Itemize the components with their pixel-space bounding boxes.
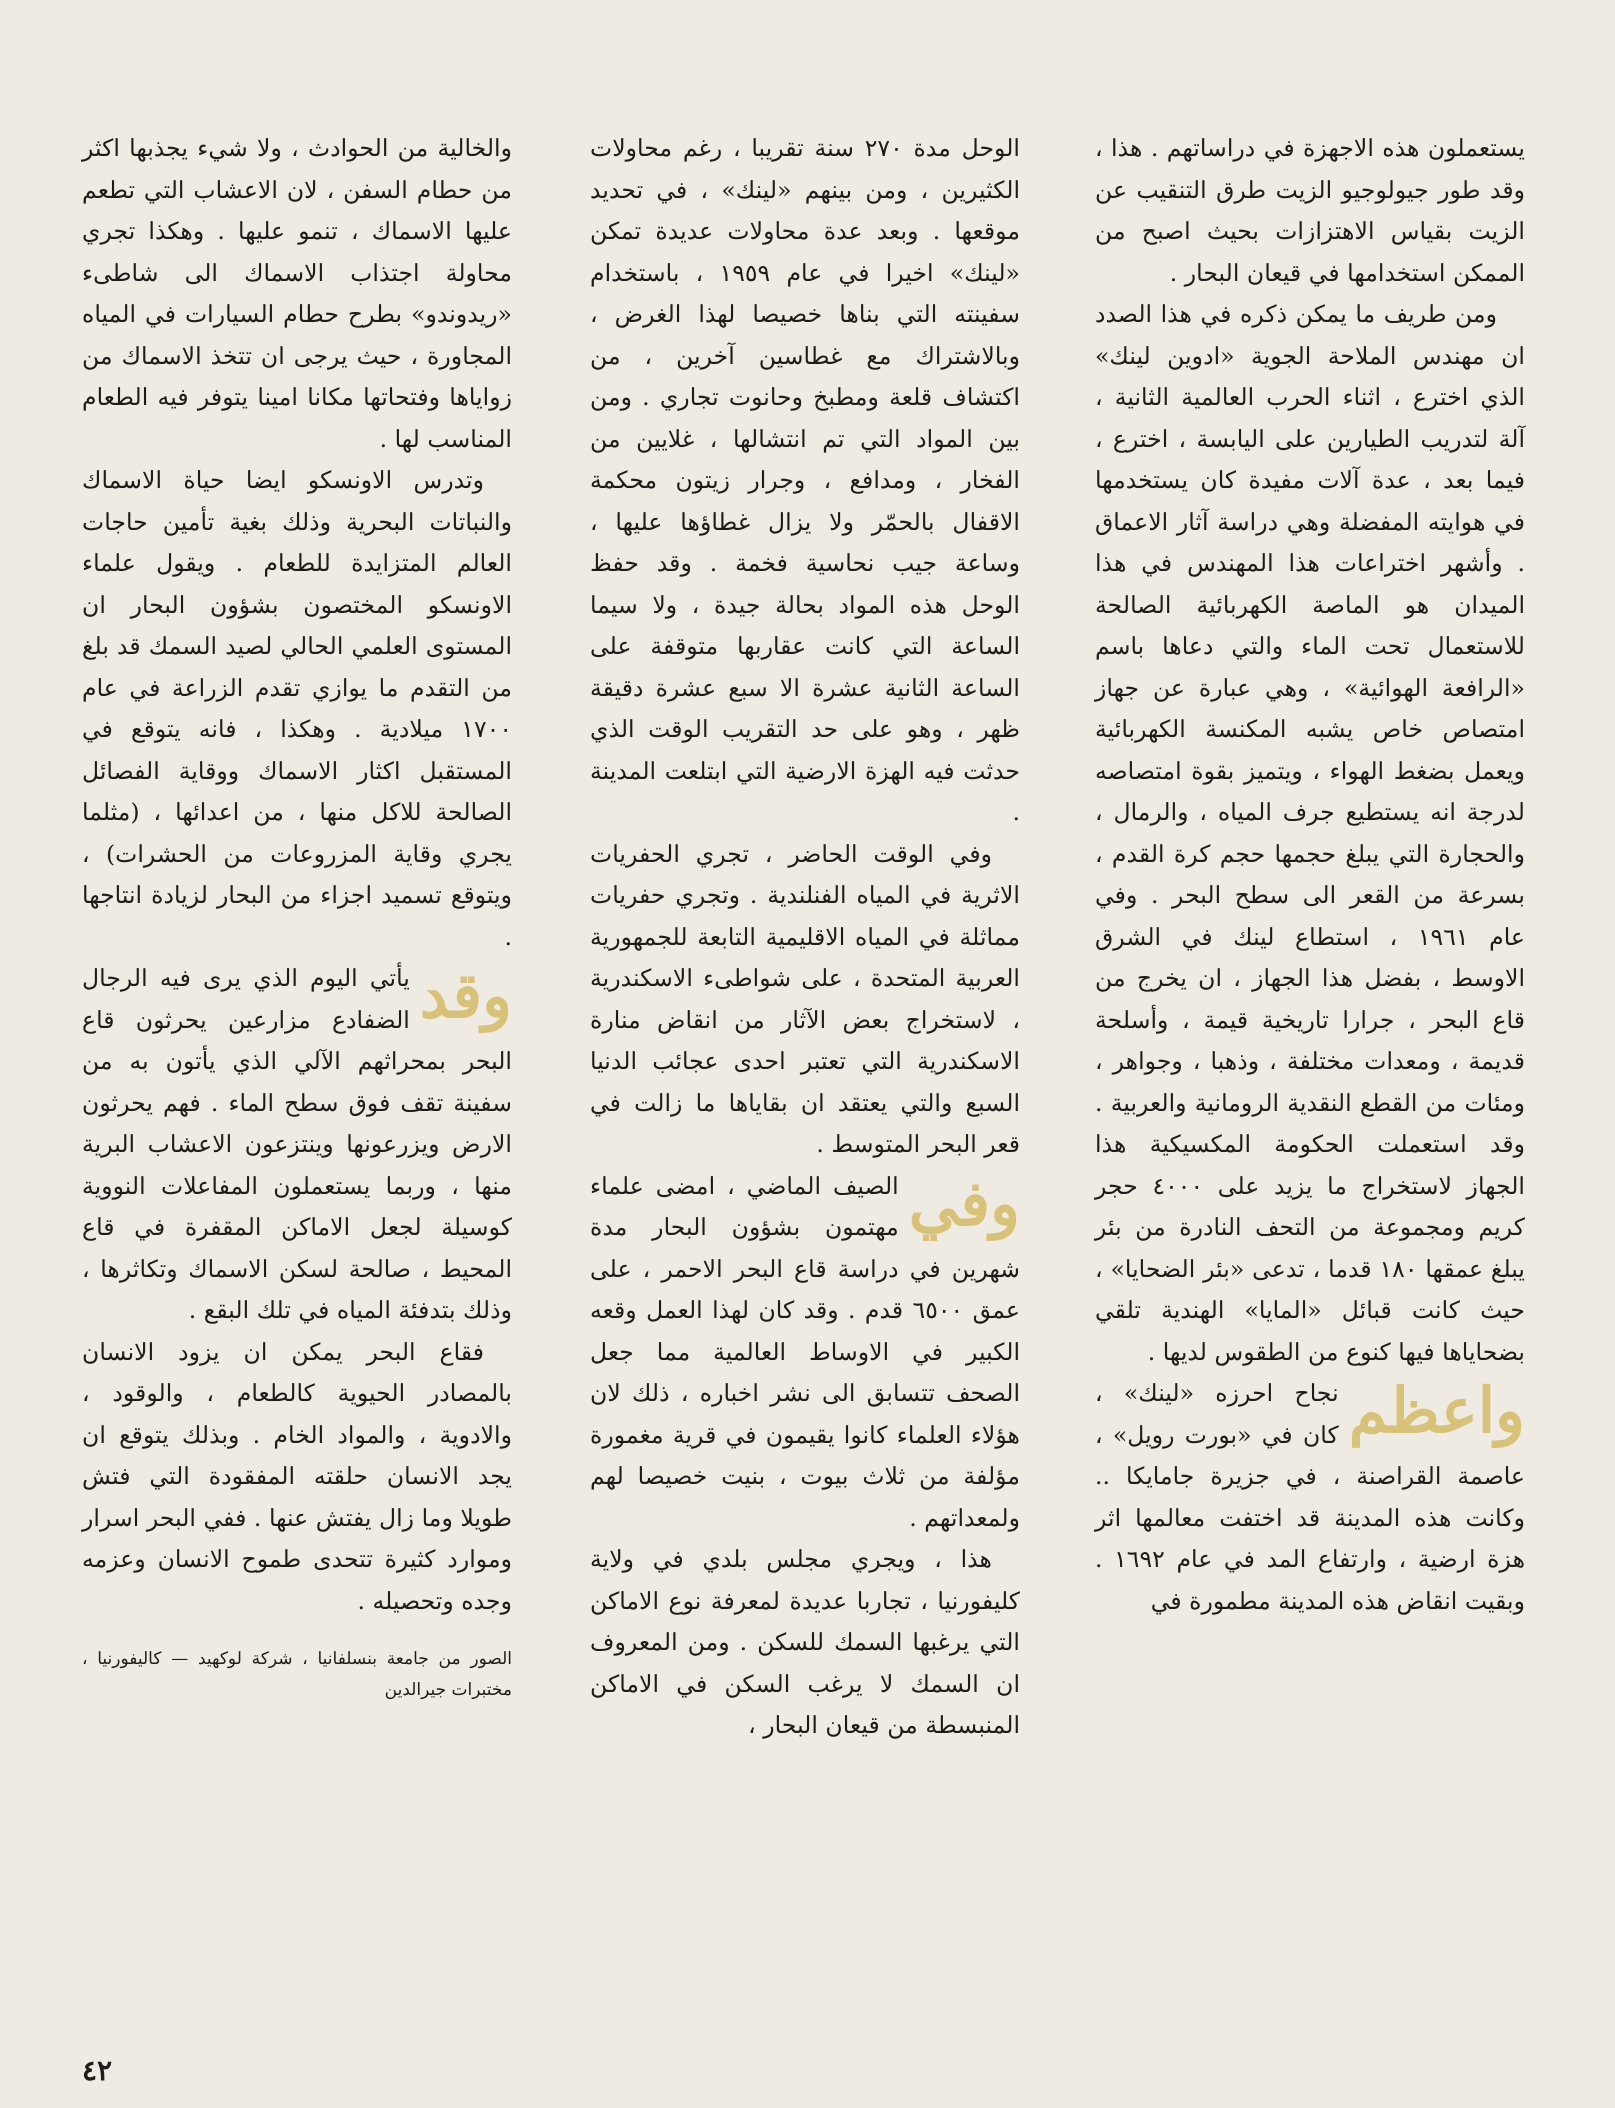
paragraph [590, 1166, 1020, 1540]
paragraph: الوحل مدة ٢٧٠ سنة تقريبا ، رغم محاولات الكثيرين ، ومن بينهم «لينك» ، في تحديد موقعها . وبعد عدة محاولات عديدة تمكن «لينك» اخيرا في عام ١٩٥٩ ، باستخدام سفينته التي بناها خصيصا لهذا الغرض ، وبالاشتراك مع غطاسين آخرين ، من اكتشاف قلعة ومطبخ وحانوت تجاري . ومن بين المواد التي تم انتشالها ، غلايين من الفخار ، ومدافع ، وجرار زيتون محكمة الاقفال بالحمّر ولا يزال غطاؤها عليها ، وساعة جيب نحاسية فخمة . وقد حفظ الوحل هذه المواد بحالة جيدة ، ولا سيما الساعة التي كانت عقاربها متوقفة على الساعة الثانية عشرة الا سبع عشرة دقيقة ظهر ، وهو على حد التقريب الوقت الذي حدثت فيه الهزة الارضية التي ابتلعت المدينة . [590, 134, 1020, 826]
decorative-initial: واعظم [1348, 1374, 1525, 1447]
text-column-right [1095, 128, 1525, 1622]
paragraph: فقاع البحر يمكن ان يزود الانسان بالمصادر الحيوية كالطعام ، والوقود ، والادوية ، والمواد الخام . وبذلك يتوقع ان يجد الانسان حلقته المفقودة التي فتش طويلا وما زال يفتش عنها . ففي البحر اسرار وموارد كثيرة تتحدى طموح الانسان وعزمه وجده وتحصيله . [82, 1337, 512, 1615]
paragraph [1095, 1373, 1525, 1622]
paragraph-text: نجاح احرزه «لينك» ، كان في «بورت رويل» ، عاصمة القراصنة ، في جزيرة جامايكا .. وكانت هذه المدينة قد اختفت معالمها اثر هزة ارضية ، وارتفاع المد في عام ١٦٩٢ . وبقيت انقاض هذه المدينة مطمورة في [1095, 1379, 1526, 1615]
paragraph [82, 958, 512, 1332]
page-number: ٤٢ [82, 2054, 113, 2087]
text-column-middle [590, 128, 1020, 1747]
photo-credit-caption: الصور من جامعة بنسلفانيا ، شركة لوكهيد — كاليفورنيا ، مختبرات جيرالدين [82, 1649, 512, 1700]
paragraph: هذا ، ويجري مجلس بلدي في ولاية كليفورنيا ، تجاربا عديدة لمعرفة نوع الاماكن التي يرغبها السمك للسكن . ومن المعروف ان السمك لا يرغب السكن في الاماكن المنبسطة من قيعان البحار ، [590, 1545, 1020, 1739]
text-column-left [82, 128, 512, 1706]
paragraph: وتدرس الاونسكو ايضا حياة الاسماك والنباتات البحرية وذلك بغية تأمين حاجات العالم المتزايدة للطعام . ويقول علماء الاونسكو المختصون بشؤون البحار ان المستوى العلمي الحالي لصيد السمك قد بلغ من التقدم ما يوازي تقدم الزراعة في عام ١٧٠٠ ميلادية . وهكذا ، فانه يتوقع في المستقبل اكثار الاسماك ووقاية الفصائل الصالحة للاكل منها ، من اعدائها ، (مثلما يجري وقاية المزروعات من الحشرات) ، ويتوقع تسميد اجزاء من البحار لزيادة انتاجها . [82, 466, 512, 951]
paragraph: يستعملون هذه الاجهزة في دراساتهم . هذا ، وقد طور جيولوجيو الزيت طرق التنقيب عن الزيت بقياس الاهتزازات بحيث اصبح من الممكن استخدامها في قيعان البحار . [1095, 134, 1525, 287]
paragraph-text: يأتي اليوم الذي يرى فيه الرجال الضفادع مزارعين يحرثون قاع البحر بمحراثهم الآلي الذي يأتون به من سفينة تقف فوق سطح الماء . فهم يحرثون الارض ويزرعونها وينتزعون الاعشاب البرية منها ، وربما يستعملون المفاعلات النووية كوسيلة لجعل الاماكن المقفرة في قاع المحيط ، صالحة لسكن الاسماك وتكاثرها ، وذلك بتدفئة المياه في تلك البقع . [82, 964, 512, 1324]
decorative-initial: وقد [419, 959, 512, 1032]
paragraph: ومن طريف ما يمكن ذكره في هذا الصدد ان مهندس الملاحة الجوية «ادوين لينك» الذي اخترع ، اثناء الحرب العالمية الثانية ، آلة لتدريب الطيارين على اليابسة ، اخترع ، فيما بعد ، عدة آلات مفيدة كان يستخدمها في هوايته المفضلة وهي دراسة آثار الاعماق . وأشهر اختراعات هذا المهندس في هذا الميدان هو الماصة الكهربائية الصالحة للاستعمال تحت الماء والتي دعاها باسم «الرافعة الهوائية» ، وهي عبارة عن جهاز امتصاص خاص يشبه المكنسة الكهربائية ويعمل بضغط الهواء ، ويتميز بقوة امتصاصه لدرجة انه يستطيع جرف المياه ، والرمال ، والحجارة التي يبلغ حجمها حجم كرة القدم ، بسرعة من القعر الى سطح البحر . وفي عام ١٩٦١ ، استطاع لينك في الشرق الاوسط ، بفضل هذا الجهاز ، ان يخرج من قاع البحر ، جرارا تاريخية قيمة ، وأسلحة قديمة ، ومعدات مختلفة ، وذهبا ، وجواهر ، ومئات من القطع النقدية الرومانية والعربية . وقد استعملت الحكومة المكسيكية هذا الجهاز لاستخراج ما يزيد على ٤٠٠٠ حجر كريم ومجموعة من التحف النادرة من بئر يبلغ عمقها ١٨٠ قدما ، تدعى «بئر الضحايا» ، حيث كانت قبائل «المايا» الهندية تلقي بضحاياها فيها كنوع من الطقوس لديها . [1095, 300, 1525, 1366]
paragraph: وفي الوقت الحاضر ، تجري الحفريات الاثرية في المياه الفنلندية . وتجري حفريات مماثلة في المياه الاقليمية التابعة للجمهورية العربية المتحدة ، على شواطىء الاسكندرية ، لاستخراج بعض الآثار من انقاض منارة الاسكندرية التي تعتبر احدى عجائب الدنيا السبع والتي يعتقد ان بقاياها ما زالت في قعر البحر المتوسط . [590, 839, 1020, 1158]
decorative-initial: وفي [908, 1166, 1020, 1240]
paragraph: والخالية من الحوادث ، ولا شيء يجذبها اكثر من حطام السفن ، لان الاعشاب التي تطعم عليها الاسماك ، تنمو عليها . وهكذا تجري محاولة اجتذاب الاسماك الى شاطىء «ريدوندو» بطرح حطام السيارات في المياه المجاورة ، حيث يرجى ان تتخذ الاسماك من زواياها وفتحاتها مكانا امينا يتوفر فيه الطعام المناسب لها . [82, 134, 512, 453]
paragraph-text: الصيف الماضي ، امضى علماء مهتمون بشؤون البحار مدة شهرين في دراسة قاع البحر الاحمر ، على عمق ٦٥٠٠ قدم . وقد كان لهذا العمل وقعه الكبير في الاوساط العالمية مما جعل الصحف تتسابق الى نشر اخباره ، ذلك لان هؤلاء العلماء كانوا يقيمون في قرية مغمورة مؤلفة من ثلاث بيوت ، بنيت خصيصا لهم ولمعداتهم . [590, 1171, 1020, 1532]
